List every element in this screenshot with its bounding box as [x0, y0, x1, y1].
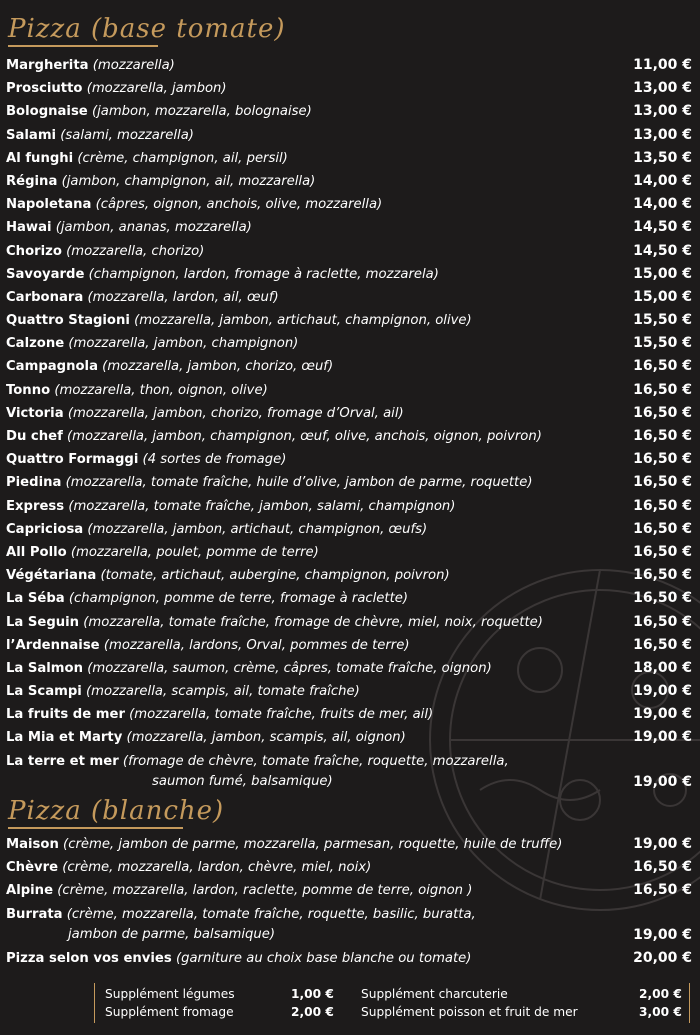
menu-item-name: Burrata	[6, 906, 63, 922]
menu-item-price: 13,00 €	[633, 80, 692, 97]
menu-item	[6, 170, 694, 193]
menu-item-description: (crème, champignon, ail, persil)	[77, 150, 288, 166]
menu-item	[6, 309, 694, 332]
menu-item-price: 19,00 €	[633, 773, 692, 790]
menu-item	[6, 54, 694, 77]
menu-item-price: 16,50 €	[633, 882, 692, 899]
menu-item	[6, 240, 694, 263]
supplement-price: 3,00 €	[639, 1005, 682, 1019]
menu-item-description: (champignon, lardon, fromage à raclette, mozzarela)	[88, 266, 439, 282]
menu-item-name: Quattro Formaggi	[6, 452, 139, 468]
menu-item-name: Napoletana	[6, 197, 92, 213]
menu-item-name: Al funghi	[6, 150, 74, 166]
menu-item-price: 15,50 €	[633, 335, 692, 352]
menu-item-price: 14,50 €	[633, 242, 692, 259]
menu-item-name: Chorizo	[6, 243, 62, 259]
menu-item-description: (fromage de chèvre, tomate fraîche, roquette, mozzarella,	[122, 753, 509, 769]
menu-item-name: Piedina	[6, 475, 62, 491]
menu-item-price: 14,50 €	[633, 219, 692, 236]
menu-item-name: Régina	[6, 173, 58, 189]
menu-item-name: Tonno	[6, 382, 51, 398]
menu-item-name: Végétariana	[6, 568, 97, 584]
menu-item	[6, 355, 694, 378]
menu-item-price: 19,00 €	[633, 836, 692, 852]
menu-item-price: 20,00 €	[633, 949, 692, 966]
menu-item-description: (jambon, champignon, ail, mozzarella)	[61, 173, 316, 189]
menu-item-price: 16,50 €	[633, 520, 692, 537]
supplement-label: Supplément légumes	[105, 987, 235, 1001]
menu-item-description: (mozzarella, chorizo)	[66, 243, 205, 259]
menu-item-description-cont: jambon de parme, balsamique)	[68, 926, 276, 942]
menu-item	[6, 216, 694, 239]
menu-item	[6, 448, 694, 471]
menu-item	[6, 564, 694, 587]
menu-item-name: La Scampi	[6, 684, 82, 700]
menu-list-blanche	[6, 833, 694, 970]
menu-item-description: (mozzarella, jambon, scampis, ail, oignon)	[126, 730, 406, 746]
menu-item-description: (câpres, oignon, anchois, olive, mozzarella)	[95, 197, 383, 213]
menu-item-name: La terre et mer	[6, 753, 119, 769]
menu-item	[6, 332, 694, 355]
menu-item	[6, 680, 694, 703]
menu-item-name: Victoria	[6, 405, 64, 421]
title-underline	[8, 45, 158, 47]
menu-item-description: (mozzarella, lardon, ail, œuf)	[87, 289, 279, 305]
menu-item-description: (crème, mozzarella, lardon, raclette, pomme de terre, oignon )	[57, 883, 473, 899]
menu-item	[6, 495, 694, 518]
menu-item-name: Du chef	[6, 429, 63, 444]
menu-item	[6, 77, 694, 100]
menu-item-price: 16,50 €	[633, 381, 692, 398]
menu-item-price: 16,50 €	[633, 404, 692, 421]
menu-item-description: (mozzarella, tomate fraîche, fruits de mer, ail)	[129, 707, 434, 723]
menu-item-name: All Pollo	[6, 544, 67, 560]
menu-item-description: (mozzarella, tomate fraîche, huile d’olive, jambon de parme, roquette)	[65, 475, 533, 491]
menu-item-name: La Seguin	[6, 614, 80, 630]
menu-item-description: (mozzarella, jambon, chorizo, œuf)	[102, 359, 334, 375]
menu-item-description: (mozzarella, tomate fraîche, jambon, salami, champignon)	[68, 498, 456, 514]
menu-item-name: Alpine	[6, 883, 54, 899]
menu-item-name: Bolognaise	[6, 104, 88, 120]
menu-item-name: La Salmon	[6, 660, 84, 676]
menu-item-price: 16,50 €	[633, 859, 692, 876]
menu-item-name: Express	[6, 498, 65, 514]
menu-item-price: 16,50 €	[633, 543, 692, 560]
menu-item-name: Maison	[6, 837, 59, 852]
supplement-price: 2,00 €	[639, 987, 682, 1001]
menu-item	[6, 286, 694, 309]
menu-item-description: (mozzarella, saumon, crème, câpres, tomate fraîche, oignon)	[87, 660, 492, 676]
menu-item-description: (mozzarella, jambon)	[86, 81, 227, 97]
menu-item-price: 16,50 €	[633, 497, 692, 514]
menu-item-name: Chèvre	[6, 860, 59, 876]
menu-item-name: Margherita	[6, 58, 89, 73]
menu-item	[6, 750, 694, 794]
menu-item-description: (mozzarella, jambon, champignon)	[68, 336, 299, 352]
menu-item-name: La fruits de mer	[6, 707, 125, 723]
menu-item-description: (mozzarella, poulet, pomme de terre)	[70, 544, 319, 560]
menu-item	[6, 379, 694, 402]
menu-item-description: (crème, jambon de parme, mozzarella, parmesan, roquette, huile de truffe)	[63, 837, 563, 852]
menu-item-price: 13,00 €	[633, 103, 692, 120]
menu-item-price: 16,50 €	[633, 474, 692, 491]
menu-item-price: 19,00 €	[633, 729, 692, 746]
menu-item	[6, 611, 694, 634]
menu-item	[6, 587, 694, 610]
menu-item	[6, 634, 694, 657]
menu-item-price: 16,50 €	[633, 451, 692, 468]
menu-item-name: Savoyarde	[6, 266, 85, 282]
menu-item	[6, 879, 694, 902]
menu-item-name: La Séba	[6, 591, 65, 607]
menu-item-name: l’Ardennaise	[6, 637, 100, 653]
menu-item	[6, 947, 694, 970]
menu-item	[6, 903, 694, 947]
menu-item	[6, 263, 694, 286]
supplement-label: Supplément poisson et fruit de mer	[361, 1005, 578, 1019]
section-title-blanche: Pizza (blanche)	[8, 796, 224, 829]
menu-item-description: (mozzarella, tomate fraîche, fromage de chèvre, miel, noix, roquette)	[83, 614, 543, 630]
menu-item-price: 14,00 €	[633, 196, 692, 213]
menu-item	[6, 193, 694, 216]
menu-item-name: Salami	[6, 127, 57, 143]
menu-item-description: (mozzarella, scampis, ail, tomate fraîche)	[86, 684, 360, 700]
menu-item-name: La Mia et Marty	[6, 730, 123, 746]
menu-item-description: (mozzarella, lardons, Orval, pommes de terre)	[103, 637, 410, 653]
title-underline	[8, 827, 183, 829]
menu-item-description: (mozzarella, jambon, champignon, œuf, olive, anchois, oignon, poivron)	[67, 429, 542, 444]
menu-item-price: 18,00 €	[633, 659, 692, 676]
menu-item-price: 16,50 €	[633, 428, 692, 444]
menu-item-price: 16,50 €	[633, 613, 692, 630]
menu-item-price: 16,50 €	[633, 567, 692, 584]
menu-item-name: Carbonara	[6, 289, 84, 305]
menu-item	[6, 100, 694, 123]
menu-item-description: (mozzarella, jambon, chorizo, fromage d’Orval, ail)	[67, 405, 404, 421]
menu-item	[6, 726, 694, 749]
menu-item-price: 13,00 €	[633, 126, 692, 143]
menu-item-description: (mozzarella, thon, oignon, olive)	[54, 382, 268, 398]
menu-item	[6, 541, 694, 564]
menu-item-price: 11,00 €	[633, 57, 692, 73]
menu-item-description: (mozzarella, jambon, artichaut, champignon, olive)	[134, 313, 472, 329]
menu-list-base-tomate	[6, 54, 694, 794]
menu-item-description: (jambon, mozzarella, bolognaise)	[91, 104, 312, 120]
menu-item-price: 13,50 €	[633, 149, 692, 166]
menu-item-price: 16,50 €	[633, 636, 692, 653]
menu-item	[6, 425, 694, 448]
menu-item-description: (jambon, ananas, mozzarella)	[55, 220, 252, 236]
menu-item	[6, 518, 694, 541]
menu-item-name: Calzone	[6, 336, 65, 352]
menu-item	[6, 124, 694, 147]
menu-item-description: (mozzarella, jambon, artichaut, champignon, œufs)	[87, 521, 428, 537]
supplements-box	[94, 983, 690, 1023]
menu-item-name: Capriciosa	[6, 521, 84, 537]
menu-item-price: 19,00 €	[633, 683, 692, 700]
menu-item-price: 15,00 €	[633, 265, 692, 282]
menu-item-description: (salami, mozzarella)	[60, 127, 194, 143]
menu-item	[6, 471, 694, 494]
menu-item-name: Prosciutto	[6, 81, 83, 97]
menu-item	[6, 147, 694, 170]
menu-item-description: (crème, mozzarella, tomate fraîche, roquette, basilic, buratta,	[66, 906, 476, 922]
menu-item-description: (4 sortes de fromage)	[142, 452, 287, 468]
menu-item-description: (champignon, pomme de terre, fromage à raclette)	[68, 591, 409, 607]
menu-item-price: 14,00 €	[633, 172, 692, 189]
section-title-base-tomate: Pizza (base tomate)	[8, 14, 286, 47]
menu-item-description: (tomate, artichaut, aubergine, champignon, poivron)	[100, 568, 450, 584]
menu-item-description-cont: saumon fumé, balsamique)	[152, 773, 333, 789]
menu-item-price: 16,50 €	[633, 358, 692, 375]
menu-item-description: (crème, mozzarella, lardon, chèvre, miel, noix)	[62, 860, 372, 876]
menu-item	[6, 657, 694, 680]
menu-item-price: 16,50 €	[633, 590, 692, 607]
menu-item-name: Hawai	[6, 220, 52, 236]
menu-item	[6, 833, 694, 856]
menu-item-price: 15,00 €	[633, 288, 692, 305]
menu-item-price: 15,50 €	[633, 312, 692, 329]
menu-item-description: (mozzarella)	[92, 58, 175, 73]
supplement-label: Supplément charcuterie	[361, 987, 508, 1001]
supplement-price: 1,00 €	[291, 987, 334, 1001]
menu-item-price: 19,00 €	[633, 926, 692, 943]
supplement-label: Supplément fromage	[105, 1005, 234, 1019]
supplement-price: 2,00 €	[291, 1005, 334, 1019]
menu-item-name: Pizza selon vos envies	[6, 950, 172, 966]
menu-item	[6, 402, 694, 425]
menu-item-description: (garniture au choix base blanche ou tomate)	[175, 950, 472, 966]
menu-item	[6, 856, 694, 879]
menu-item	[6, 703, 694, 726]
menu-item-name: Quattro Stagioni	[6, 313, 130, 329]
menu-item-name: Campagnola	[6, 359, 98, 375]
menu-item-price: 19,00 €	[633, 706, 692, 723]
